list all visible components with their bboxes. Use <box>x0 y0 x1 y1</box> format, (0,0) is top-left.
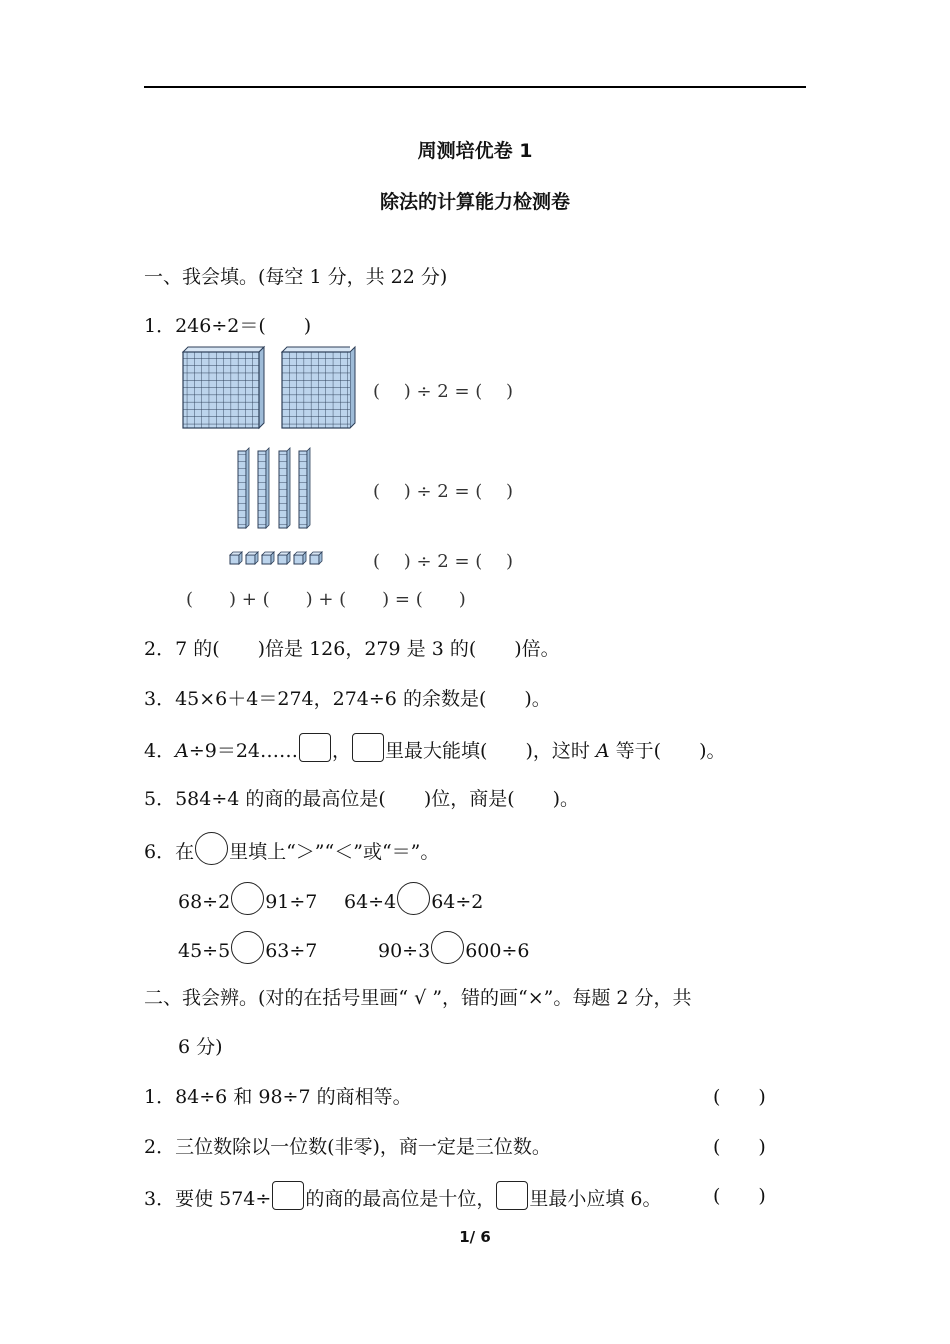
compare-circle-1[interactable] <box>231 882 264 915</box>
q6-compare-4: 90÷3 600÷6 <box>378 931 529 964</box>
judge-bracket-1[interactable]: ( ) <box>713 1086 766 1108</box>
section1-heading: 一、我会填。(每空 1 分，共 22 分) <box>144 266 448 288</box>
q1-eq-tens: ( ) ÷ 2 = ( ) <box>373 481 514 502</box>
q1-eq-hundreds: ( ) ÷ 2 = ( ) <box>373 381 514 402</box>
compare-circle-3[interactable] <box>231 931 264 964</box>
q5-text: 5．584÷4 的商的最高位是( )位，商是( )。 <box>144 788 580 810</box>
unit-cubes <box>230 552 322 564</box>
judge-item-1: 1．84÷6 和 98÷7 的商相等。 <box>144 1086 412 1108</box>
q3-text: 3．45×6＋4＝274，274÷6 的余数是( )。 <box>144 688 551 710</box>
q4-line <box>144 733 726 763</box>
q4-number: 4． <box>144 740 176 762</box>
q6-compare-1: 68÷2 91÷7 <box>178 882 317 915</box>
q6-part2: 里填上“＞”“＜”或“＝”。 <box>229 841 440 863</box>
judge-bracket-2[interactable]: ( ) <box>713 1136 766 1158</box>
judge-item-3: 3．要使 574÷ 的商的最高位是十位， 里最小应填 6。 <box>144 1181 661 1211</box>
section2-heading-line1: 二、我会辨。(对的在括号里画“ √ ”，错的画“×”。每题 2 分，共 <box>144 987 692 1009</box>
q6-circle-example <box>195 832 228 865</box>
q4-var-a: A <box>175 740 189 762</box>
q6-part1: 6．在 <box>144 841 195 863</box>
judge-item-2: 2．三位数除以一位数(非零)，商一定是三位数。 <box>144 1136 551 1158</box>
q1-sum-line: ( ) + ( ) + ( ) = ( ) <box>186 589 466 610</box>
judge-bracket-3[interactable]: ( ) <box>713 1185 766 1207</box>
q4-part1: ÷9＝24…… <box>188 740 299 762</box>
q4-part4: 等于( )。 <box>609 740 726 762</box>
hundred-block-1 <box>183 347 264 428</box>
hundred-block-2 <box>282 347 350 428</box>
q6-compare-2: 64÷4 64÷2 <box>344 882 483 915</box>
q4-part2: ， <box>332 740 352 762</box>
q4-var-a2: A <box>595 740 610 762</box>
q2-text: 2．7 的( )倍是 126，279 是 3 的( )倍。 <box>144 638 560 660</box>
q4-box-1[interactable] <box>299 733 331 762</box>
judge3-box-2[interactable] <box>496 1181 528 1210</box>
compare-circle-4[interactable] <box>431 931 464 964</box>
ten-rods <box>238 448 310 528</box>
q4-part3: 里最大能填( )，这时 <box>385 740 596 762</box>
base-ten-blocks-figure <box>180 344 350 569</box>
judge3-box-1[interactable] <box>272 1181 304 1210</box>
page-number: 1/ 6 <box>459 1228 491 1246</box>
hundred-block-2-side <box>350 344 358 434</box>
q6-line <box>144 832 439 865</box>
header-rule <box>144 86 806 88</box>
compare-circle-2[interactable] <box>397 882 430 915</box>
q6-compare-3: 45÷5 63÷7 <box>178 931 317 964</box>
q4-box-2[interactable] <box>352 733 384 762</box>
page-subtitle: 除法的计算能力检测卷 <box>379 191 570 213</box>
q1-text: 1．246÷2＝( ) <box>144 315 312 337</box>
page-title: 周测培优卷 1 <box>417 140 533 162</box>
q1-eq-ones: ( ) ÷ 2 = ( ) <box>373 551 514 572</box>
section2-heading-line2: 6 分) <box>178 1036 223 1058</box>
